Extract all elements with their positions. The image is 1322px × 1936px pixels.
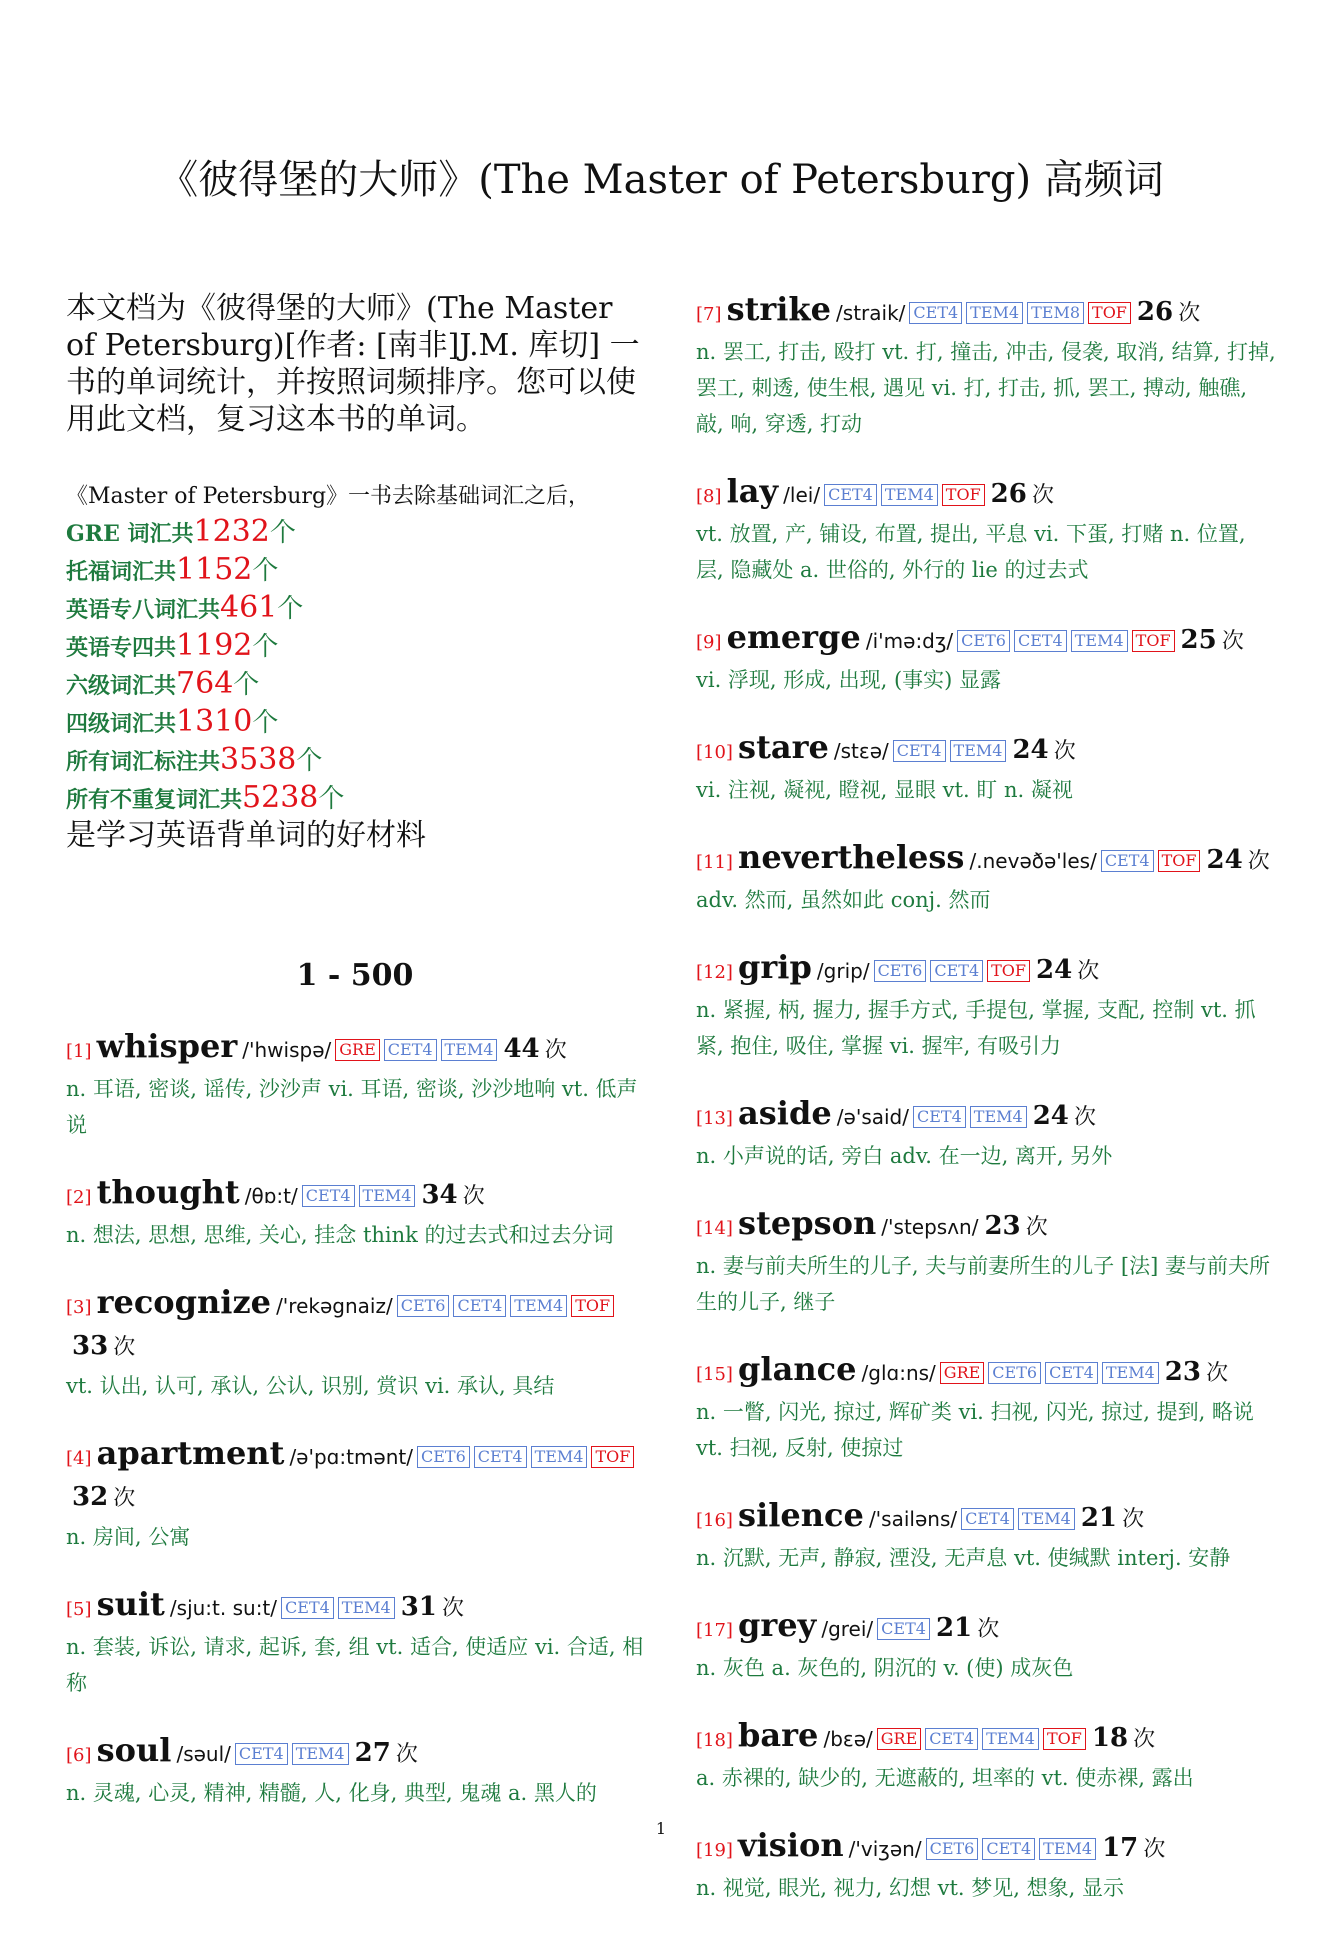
entry-head	[66, 1731, 644, 1775]
entry-definition: n. 罢工, 打击, 殴打 vt. 打, 撞击, 冲击, 侵袭, 取消, 结算, 打掉, 罢工, 刺透, 使生根, 遇见 vi. 打, 打击, 抓, 罢工, 搏动, 触礁, 敲, 响, 穿透, 打动	[696, 340, 1276, 436]
stat-value: 5238	[242, 780, 319, 815]
entry-head	[66, 1027, 644, 1071]
entry-head	[696, 838, 1276, 882]
level-tag: TEM4	[1018, 1508, 1075, 1530]
left-column	[66, 290, 644, 1841]
entry-definition: n. 灵魂, 心灵, 精神, 精髓, 人, 化身, 典型, 鬼魂 a. 黑人的	[66, 1781, 597, 1805]
entry-word: soul	[96, 1731, 172, 1769]
entry-count-unit: 次	[1143, 1837, 1166, 1862]
entry-index: [10]	[696, 742, 733, 763]
word-entry	[66, 1434, 644, 1555]
entry-definition: n. 小声说的话, 旁白 adv. 在一边, 离开, 另外	[696, 1144, 1113, 1168]
entry-count: 24	[1036, 955, 1073, 985]
entry-word: silence	[738, 1496, 864, 1534]
word-entry	[696, 1204, 1276, 1320]
entry-count-unit: 次	[462, 1184, 485, 1209]
entry-index: [14]	[696, 1218, 733, 1239]
entry-word: lay	[726, 472, 779, 510]
entry-index: [12]	[696, 962, 733, 983]
entry-index: [8]	[696, 486, 722, 507]
stat-row	[66, 666, 644, 704]
entry-word: glance	[738, 1350, 857, 1388]
entry-index: [19]	[696, 1840, 733, 1861]
level-tag: TOF	[571, 1295, 614, 1317]
stat-row	[66, 514, 644, 552]
level-tag: TOF	[1132, 630, 1175, 652]
level-tag: CET6	[417, 1446, 470, 1468]
section-heading: 1 - 500	[296, 958, 414, 993]
word-entry	[696, 290, 1276, 442]
entry-ipa: /'viʒən/	[848, 1837, 922, 1861]
entry-index: [6]	[66, 1745, 92, 1766]
page-number: 1	[655, 1819, 667, 1838]
stat-value: 1152	[176, 552, 253, 587]
stats-list	[66, 514, 644, 818]
level-tag: TEM4	[359, 1185, 416, 1207]
entry-count-unit: 次	[1221, 629, 1244, 654]
level-tag: TEM4	[1102, 1362, 1159, 1384]
entry-word: suit	[96, 1585, 165, 1623]
entry-head	[696, 1094, 1276, 1138]
level-tag: CET4	[1014, 630, 1067, 652]
entry-count: 24	[1206, 845, 1243, 875]
entry-index: [2]	[66, 1187, 92, 1208]
entry-count-unit: 次	[544, 1038, 567, 1063]
entry-count: 26	[990, 479, 1027, 509]
entry-ipa: /i'mə:dʒ/	[865, 629, 954, 653]
level-tag: TEM4	[510, 1295, 567, 1317]
level-tag: CET4	[474, 1446, 527, 1468]
word-entry	[66, 1585, 644, 1701]
level-tag: CET6	[397, 1295, 450, 1317]
entry-ipa: /sju:t. su:t/	[169, 1596, 278, 1620]
entry-ipa: /grei/	[821, 1617, 874, 1641]
entry-word: emerge	[726, 618, 861, 656]
stat-label: GRE 词汇共	[66, 521, 194, 547]
entry-count-unit: 次	[1025, 1215, 1048, 1240]
level-tag: TOF	[1043, 1728, 1086, 1750]
entry-word: apartment	[96, 1434, 285, 1472]
entry-count: 27	[354, 1738, 391, 1768]
level-tag: CET4	[384, 1039, 437, 1061]
stats-lead: 《Master of Petersburg》一书去除基础词汇之后，	[66, 484, 591, 509]
level-tag: CET4	[930, 960, 983, 982]
level-tag: TEM4	[338, 1597, 395, 1619]
entry-ipa: /stεə/	[833, 739, 889, 763]
entry-count: 21	[1080, 1503, 1117, 1533]
stat-row	[66, 780, 644, 818]
stat-label: 四级词汇共	[66, 711, 177, 737]
entry-definition: a. 赤裸的, 缺少的, 无遮蔽的, 坦率的 vt. 使赤裸, 露出	[696, 1766, 1194, 1790]
entry-ipa: /'sailəns/	[868, 1507, 958, 1531]
entry-head	[66, 1173, 644, 1217]
stat-value: 1192	[176, 628, 253, 663]
entry-count: 18	[1091, 1723, 1129, 1753]
word-entry	[696, 838, 1276, 918]
level-tag: CET4	[961, 1508, 1014, 1530]
entry-definition: n. 一瞥, 闪光, 掠过, 辉矿类 vi. 扫视, 闪光, 掠过, 提到, 略说 vt. 扫视, 反射, 使掠过	[696, 1400, 1254, 1460]
word-entry	[66, 1283, 644, 1404]
stat-unit: 个	[296, 746, 323, 776]
level-tag: TEM4	[292, 1743, 349, 1765]
stat-unit: 个	[318, 784, 345, 814]
level-tag: GRE	[877, 1728, 922, 1750]
level-tag: GRE	[940, 1362, 985, 1384]
stat-unit: 个	[252, 632, 279, 662]
entry-definition: n. 耳语, 密谈, 谣传, 沙沙声 vi. 耳语, 密谈, 沙沙地响 vt. 低声说	[66, 1077, 638, 1137]
stat-row	[66, 742, 644, 780]
entry-head	[696, 290, 1276, 334]
entry-definition: n. 想法, 思想, 思维, 关心, 挂念 think 的过去式和过去分词	[66, 1223, 614, 1247]
stat-label: 六级词汇共	[66, 673, 177, 699]
level-tag: CET6	[957, 630, 1010, 652]
entry-head	[696, 728, 1276, 772]
entry-definition: n. 套装, 诉讼, 请求, 起诉, 套, 组 vt. 适合, 使适应 vi. 合适, 相称	[66, 1635, 644, 1695]
entry-index: [3]	[66, 1297, 92, 1318]
entry-definition: n. 沉默, 无声, 静寂, 湮没, 无声息 vt. 使缄默 interj. 安静	[696, 1546, 1231, 1570]
stat-label: 英语专八词汇共	[66, 597, 221, 623]
entry-index: [16]	[696, 1510, 733, 1531]
entry-head	[696, 618, 1276, 662]
entry-count-unit: 次	[113, 1486, 136, 1511]
entry-word: recognize	[96, 1283, 271, 1321]
entry-ipa: /bεə/	[823, 1727, 873, 1751]
entry-ipa: /.nevəðə'les/	[969, 849, 1097, 873]
stat-row	[66, 552, 644, 590]
entry-ipa: /grip/	[816, 959, 870, 983]
stat-value: 1310	[176, 704, 253, 739]
level-tag: CET4	[893, 740, 946, 762]
entries-right	[696, 290, 1276, 1906]
level-tag: TEM4	[982, 1728, 1039, 1750]
entry-count: 23	[1164, 1357, 1201, 1387]
word-entry	[696, 1350, 1276, 1466]
entry-count-unit: 次	[442, 1596, 465, 1621]
stat-label: 托福词汇共	[66, 559, 177, 585]
entry-head	[696, 1204, 1276, 1248]
entry-count-unit: 次	[1206, 1361, 1229, 1386]
entry-count: 23	[984, 1211, 1021, 1241]
entry-definition: vi. 浮现, 形成, 出现, (事实) 显露	[696, 668, 1002, 692]
stat-row	[66, 628, 644, 666]
word-entry	[696, 728, 1276, 808]
entry-word: whisper	[96, 1027, 238, 1065]
word-entry	[66, 1027, 644, 1143]
level-tag: CET4	[302, 1185, 355, 1207]
entry-index: [17]	[696, 1620, 733, 1641]
entry-ipa: /θɒ:t/	[244, 1184, 298, 1208]
word-entry	[66, 1173, 644, 1253]
level-tag: TEM4	[950, 740, 1007, 762]
stat-unit: 个	[252, 708, 279, 738]
entry-count: 24	[1032, 1101, 1069, 1131]
page-title: 《彼得堡的大师》(The Master of Petersburg) 高频词	[158, 157, 1164, 203]
entry-definition: vt. 认出, 认可, 承认, 公认, 识别, 赏识 vi. 承认, 具结	[66, 1374, 555, 1398]
entry-ipa: /straik/	[836, 301, 906, 325]
word-entry	[696, 948, 1276, 1064]
entry-ipa: /glɑ:ns/	[861, 1361, 936, 1385]
right-column	[696, 290, 1276, 1936]
entry-word: bare	[738, 1716, 819, 1754]
level-tag: GRE	[335, 1039, 380, 1061]
stats-closing: 是学习英语背单词的好材料	[66, 818, 426, 853]
entry-count: 44	[503, 1034, 540, 1064]
entry-index: [4]	[66, 1448, 92, 1469]
entry-count: 32	[72, 1482, 109, 1512]
stat-unit: 个	[252, 556, 279, 586]
entry-ipa: /ə'said/	[836, 1105, 909, 1129]
level-tag: TEM4	[1071, 630, 1128, 652]
word-entry	[696, 1826, 1276, 1906]
level-tag: TOF	[942, 484, 985, 506]
entry-count: 31	[400, 1592, 437, 1622]
entry-definition: n. 房间, 公寓	[66, 1525, 191, 1549]
entry-definition: n. 视觉, 眼光, 视力, 幻想 vt. 梦见, 想象, 显示	[696, 1876, 1124, 1900]
entry-head	[696, 1350, 1276, 1394]
entry-count-unit: 次	[1122, 1507, 1145, 1532]
entry-definition: vi. 注视, 凝视, 瞪视, 显眼 vt. 盯 n. 凝视	[696, 778, 1073, 802]
entry-index: [7]	[696, 304, 722, 325]
level-tag: CET4	[877, 1618, 930, 1640]
entry-index: [9]	[696, 632, 722, 653]
level-tag: TOF	[1088, 302, 1131, 324]
entry-word: strike	[726, 290, 831, 328]
entry-ipa: /'rekəgnaiz/	[276, 1294, 393, 1318]
level-tag: CET4	[913, 1106, 966, 1128]
entry-index: [11]	[696, 852, 733, 873]
level-tag: TEM4	[970, 1106, 1027, 1128]
level-tag: TOF	[1158, 850, 1201, 872]
level-tag: TOF	[987, 960, 1030, 982]
entry-ipa: /lei/	[783, 483, 821, 507]
word-entry	[696, 618, 1276, 698]
entry-count-unit: 次	[395, 1742, 418, 1767]
entry-word: nevertheless	[738, 838, 965, 876]
level-tag: CET4	[1101, 850, 1154, 872]
entry-word: grey	[738, 1606, 817, 1644]
entry-count-unit: 次	[1031, 483, 1054, 508]
word-entry	[696, 1606, 1276, 1686]
level-tag: CET4	[982, 1838, 1035, 1860]
entry-count-unit: 次	[1133, 1727, 1156, 1752]
level-tag: CET4	[453, 1295, 506, 1317]
entry-word: stepson	[738, 1204, 877, 1242]
entry-ipa: /'stepsʌn/	[881, 1215, 979, 1239]
entry-count-unit: 次	[113, 1335, 136, 1360]
entry-count: 33	[72, 1331, 109, 1361]
entry-word: vision	[738, 1826, 844, 1864]
stat-unit: 个	[269, 518, 296, 548]
entry-count: 24	[1012, 735, 1049, 765]
entry-count: 25	[1180, 625, 1217, 655]
word-entry	[66, 1731, 644, 1811]
word-entry	[696, 472, 1276, 588]
level-tag: CET4	[1045, 1362, 1098, 1384]
entry-count: 21	[935, 1613, 973, 1643]
entry-ipa: /'hwispə/	[242, 1038, 332, 1062]
stat-label: 所有不重复词汇共	[66, 787, 243, 813]
entry-head	[696, 948, 1276, 992]
stat-value: 3538	[220, 742, 297, 777]
level-tag: TEM4	[966, 302, 1023, 324]
entry-head	[696, 1496, 1276, 1540]
entry-index: [18]	[696, 1730, 733, 1751]
entry-definition: n. 妻与前夫所生的儿子, 夫与前妻所生的儿子 [法] 妻与前夫所生的儿子, 继子	[696, 1254, 1270, 1314]
level-tag: CET4	[281, 1597, 334, 1619]
word-entry	[696, 1496, 1276, 1576]
entry-count-unit: 次	[977, 1617, 1000, 1642]
level-tag: CET6	[988, 1362, 1041, 1384]
entry-count: 17	[1102, 1833, 1139, 1863]
stat-row	[66, 590, 644, 628]
entry-head	[696, 1606, 1276, 1650]
level-tag: TOF	[591, 1446, 634, 1468]
entry-index: [1]	[66, 1041, 92, 1062]
entry-word: thought	[96, 1173, 240, 1211]
level-tag: CET4	[235, 1743, 288, 1765]
entry-word: grip	[738, 948, 812, 986]
word-entry	[696, 1716, 1276, 1796]
entry-count-unit: 次	[1077, 959, 1100, 984]
entry-head	[66, 1283, 644, 1368]
level-tag: TEM4	[441, 1039, 498, 1061]
entry-count: 26	[1136, 297, 1174, 327]
entry-count-unit: 次	[1178, 301, 1201, 326]
entry-definition: n. 灰色 a. 灰色的, 阴沉的 v. (使) 成灰色	[696, 1656, 1074, 1680]
entry-index: [13]	[696, 1108, 733, 1129]
entry-head	[66, 1585, 644, 1629]
level-tag: CET6	[926, 1838, 979, 1860]
level-tag: CET6	[874, 960, 927, 982]
stat-row	[66, 704, 644, 742]
entry-head	[66, 1434, 644, 1519]
entry-count-unit: 次	[1247, 849, 1270, 874]
intro-paragraph: 本文档为《彼得堡的大师》(The Master of Petersburg)[作者: [南非]J.M. 库切] 一书的单词统计，并按照词频排序。您可以使用此文档，复习这本书的单词。	[66, 291, 640, 437]
entry-head	[696, 472, 1276, 516]
entry-ipa: /ə'pɑ:tmənt/	[289, 1445, 413, 1469]
entries-left	[66, 1027, 644, 1811]
entry-definition: vt. 放置, 产, 铺设, 布置, 提出, 平息 vi. 下蛋, 打赌 n. 位置, 层, 隐藏处 a. 世俗的, 外行的 lie 的过去式	[696, 522, 1246, 582]
stat-value: 764	[176, 666, 234, 701]
entry-word: stare	[738, 728, 829, 766]
entry-ipa: /səul/	[176, 1742, 231, 1766]
stat-label: 英语专四共	[66, 635, 177, 661]
stat-unit: 个	[277, 594, 304, 624]
stat-value: 1232	[193, 514, 270, 549]
entry-head	[696, 1716, 1276, 1760]
word-entry	[696, 1094, 1276, 1174]
level-tag: CET4	[824, 484, 877, 506]
stat-value: 461	[220, 590, 278, 625]
entry-count-unit: 次	[1053, 739, 1076, 764]
entry-count: 34	[421, 1180, 458, 1210]
entry-index: [15]	[696, 1364, 733, 1385]
entry-definition: adv. 然而, 虽然如此 conj. 然而	[696, 888, 991, 912]
level-tag: TEM4	[531, 1446, 588, 1468]
level-tag: CET4	[925, 1728, 978, 1750]
stat-unit: 个	[233, 670, 260, 700]
entry-index: [5]	[66, 1599, 92, 1620]
entry-definition: n. 紧握, 柄, 握力, 握手方式, 手提包, 掌握, 支配, 控制 vt. 抓紧, 抱住, 吸住, 掌握 vi. 握牢, 有吸引力	[696, 998, 1256, 1058]
stat-label: 所有词汇标注共	[66, 749, 221, 775]
level-tag: CET4	[909, 302, 962, 324]
level-tag: TEM4	[881, 484, 938, 506]
entry-count-unit: 次	[1073, 1105, 1096, 1130]
entry-word: aside	[738, 1094, 832, 1132]
level-tag: TEM8	[1027, 302, 1084, 324]
level-tag: TEM4	[1039, 1838, 1096, 1860]
